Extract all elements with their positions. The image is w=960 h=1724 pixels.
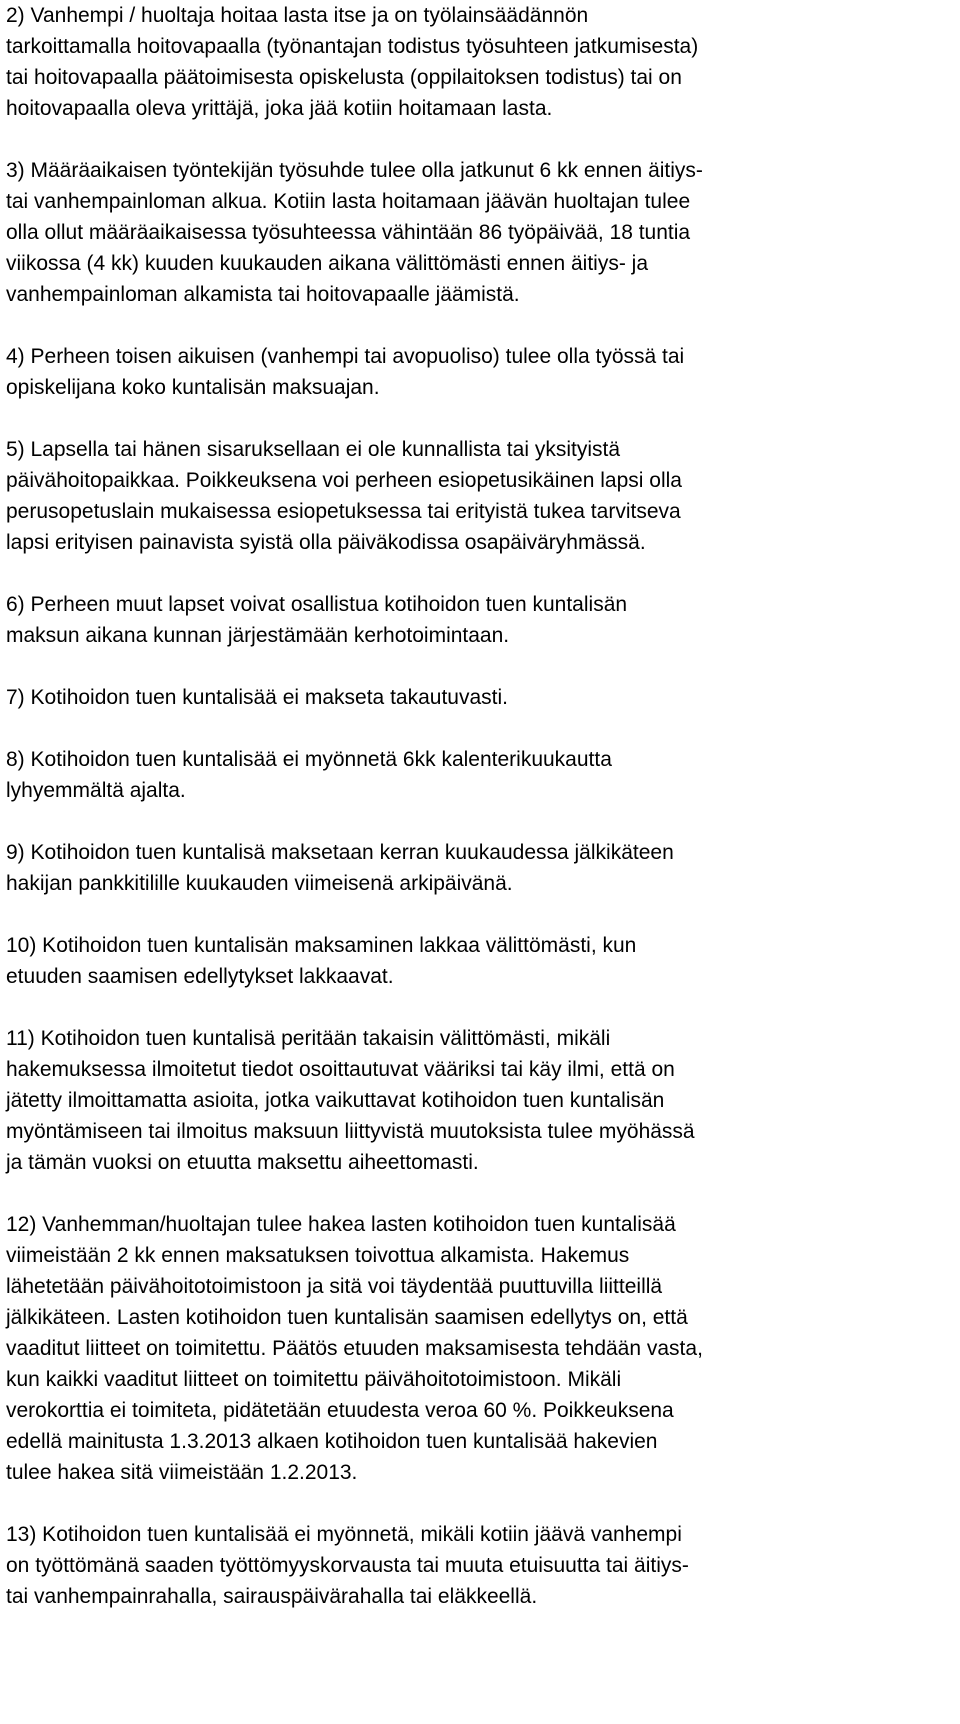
text-line: on työttömänä saaden työttömyyskorvausta tai muuta etuisuutta tai äitiys- (6, 1554, 689, 1577)
text-line: vanhempainloman alkamista tai hoitovapaalle jäämistä. (6, 283, 520, 306)
text-line: viimeistään 2 kk ennen maksatuksen toivottua alkamista. Hakemus (6, 1244, 630, 1267)
text-line: etuuden saamisen edellytykset lakkaavat. (6, 965, 394, 988)
paragraph-13 (6, 1519, 946, 1612)
text-line: verokorttia ei toimiteta, pidätetään etuudesta veroa 60 %. Poikkeuksena (6, 1399, 674, 1422)
text-line: perusopetuslain mukaisessa esiopetuksessa tai erityistä tukea tarvitseva (6, 500, 681, 523)
text-line: vaaditut liitteet on toimitettu. Päätös etuuden maksamisesta tehdään vasta, (6, 1337, 703, 1360)
paragraph-2 (6, 0, 946, 124)
text-line: tarkoittamalla hoitovapaalla (työnantajan todistus työsuhteen jatkumisesta) (6, 35, 699, 58)
text-line: viikossa (4 kk) kuuden kuukauden aikana välittömästi ennen äitiys- ja (6, 252, 649, 275)
paragraph-10 (6, 930, 946, 992)
paragraph-5 (6, 434, 946, 558)
text-line: opiskelijana koko kuntalisän maksuajan. (6, 376, 380, 399)
text-line: tulee hakea sitä viimeistään 1.2.2013. (6, 1461, 358, 1484)
text-line: tai vanhempainloman alkua. Kotiin lasta hoitamaan jäävän huoltajan tulee (6, 190, 691, 213)
text-line: 13) Kotihoidon tuen kuntalisää ei myönnetä, mikäli kotiin jäävä vanhempi (6, 1523, 682, 1546)
text-line: hoitovapaalla oleva yrittäjä, joka jää kotiin hoitamaan lasta. (6, 97, 553, 120)
text-line: 6) Perheen muut lapset voivat osallistua kotihoidon tuen kuntalisän (6, 593, 628, 616)
text-line: jätetty ilmoittamatta asioita, jotka vaikuttavat kotihoidon tuen kuntalisän (6, 1089, 665, 1112)
paragraph-4 (6, 341, 946, 403)
text-line: edellä mainitusta 1.3.2013 alkaen kotihoidon tuen kuntalisää hakevien (6, 1430, 658, 1453)
text-line: 4) Perheen toisen aikuisen (vanhempi tai avopuoliso) tulee olla työssä tai (6, 345, 685, 368)
text-line: päivähoitopaikkaa. Poikkeuksena voi perheen esiopetusikäinen lapsi olla (6, 469, 682, 492)
paragraph-9 (6, 837, 946, 899)
text-line: 8) Kotihoidon tuen kuntalisää ei myönnetä 6kk kalenterikuukautta (6, 748, 612, 771)
text-line: 2) Vanhempi / huoltaja hoitaa lasta itse ja on työlainsäädännön (6, 4, 589, 27)
paragraph-8 (6, 744, 946, 806)
text-line: lähetetään päivähoitotoimistoon ja sitä voi täydentää puuttuvilla liitteillä (6, 1275, 663, 1298)
text-line: lyhyemmältä ajalta. (6, 779, 186, 802)
text-line: 7) Kotihoidon tuen kuntalisää ei makseta takautuvasti. (6, 686, 508, 709)
text-line: 9) Kotihoidon tuen kuntalisä maksetaan kerran kuukaudessa jälkikäteen (6, 841, 674, 864)
paragraph-11 (6, 1023, 946, 1178)
text-line: maksun aikana kunnan järjestämään kerhotoimintaan. (6, 624, 510, 647)
text-line: lapsi erityisen painavista syistä olla päiväkodissa osapäiväryhmässä. (6, 531, 646, 554)
text-line: myöntämiseen tai ilmoitus maksuun liittyvistä muutoksista tulee myöhässä (6, 1120, 695, 1143)
paragraph-6 (6, 589, 946, 651)
document-body (6, 0, 946, 1643)
text-line: hakijan pankkitilille kuukauden viimeisenä arkipäivänä. (6, 872, 513, 895)
text-line: ja tämän vuoksi on etuutta maksettu aiheettomasti. (6, 1151, 479, 1174)
text-line: hakemuksessa ilmoitetut tiedot osoittautuvat vääriksi tai käy ilmi, että on (6, 1058, 675, 1081)
text-line: 11) Kotihoidon tuen kuntalisä peritään takaisin välittömästi, mikäli (6, 1027, 611, 1050)
text-line: 5) Lapsella tai hänen sisaruksellaan ei ole kunnallista tai yksityistä (6, 438, 621, 461)
text-line: 12) Vanhemman/huoltajan tulee hakea lasten kotihoidon tuen kuntalisää (6, 1213, 676, 1236)
paragraph-12 (6, 1209, 946, 1488)
text-line: kun kaikki vaaditut liitteet on toimitettu päivähoitotoimistoon. Mikäli (6, 1368, 622, 1391)
text-line: olla ollut määräaikaisessa työsuhteessa vähintään 86 työpäivää, 18 tuntia (6, 221, 691, 244)
text-line: tai hoitovapaalla päätoimisesta opiskelusta (oppilaitoksen todistus) tai on (6, 66, 682, 89)
text-line: jälkikäteen. Lasten kotihoidon tuen kuntalisän saamisen edellytys on, että (6, 1306, 688, 1329)
paragraph-7 (6, 682, 946, 713)
paragraph-3 (6, 155, 946, 310)
text-line: 10) Kotihoidon tuen kuntalisän maksaminen lakkaa välittömästi, kun (6, 934, 637, 957)
text-line: tai vanhempainrahalla, sairauspäivärahalla tai eläkkeellä. (6, 1585, 538, 1608)
text-line: 3) Määräaikaisen työntekijän työsuhde tulee olla jatkunut 6 kk ennen äitiys- (6, 159, 703, 182)
